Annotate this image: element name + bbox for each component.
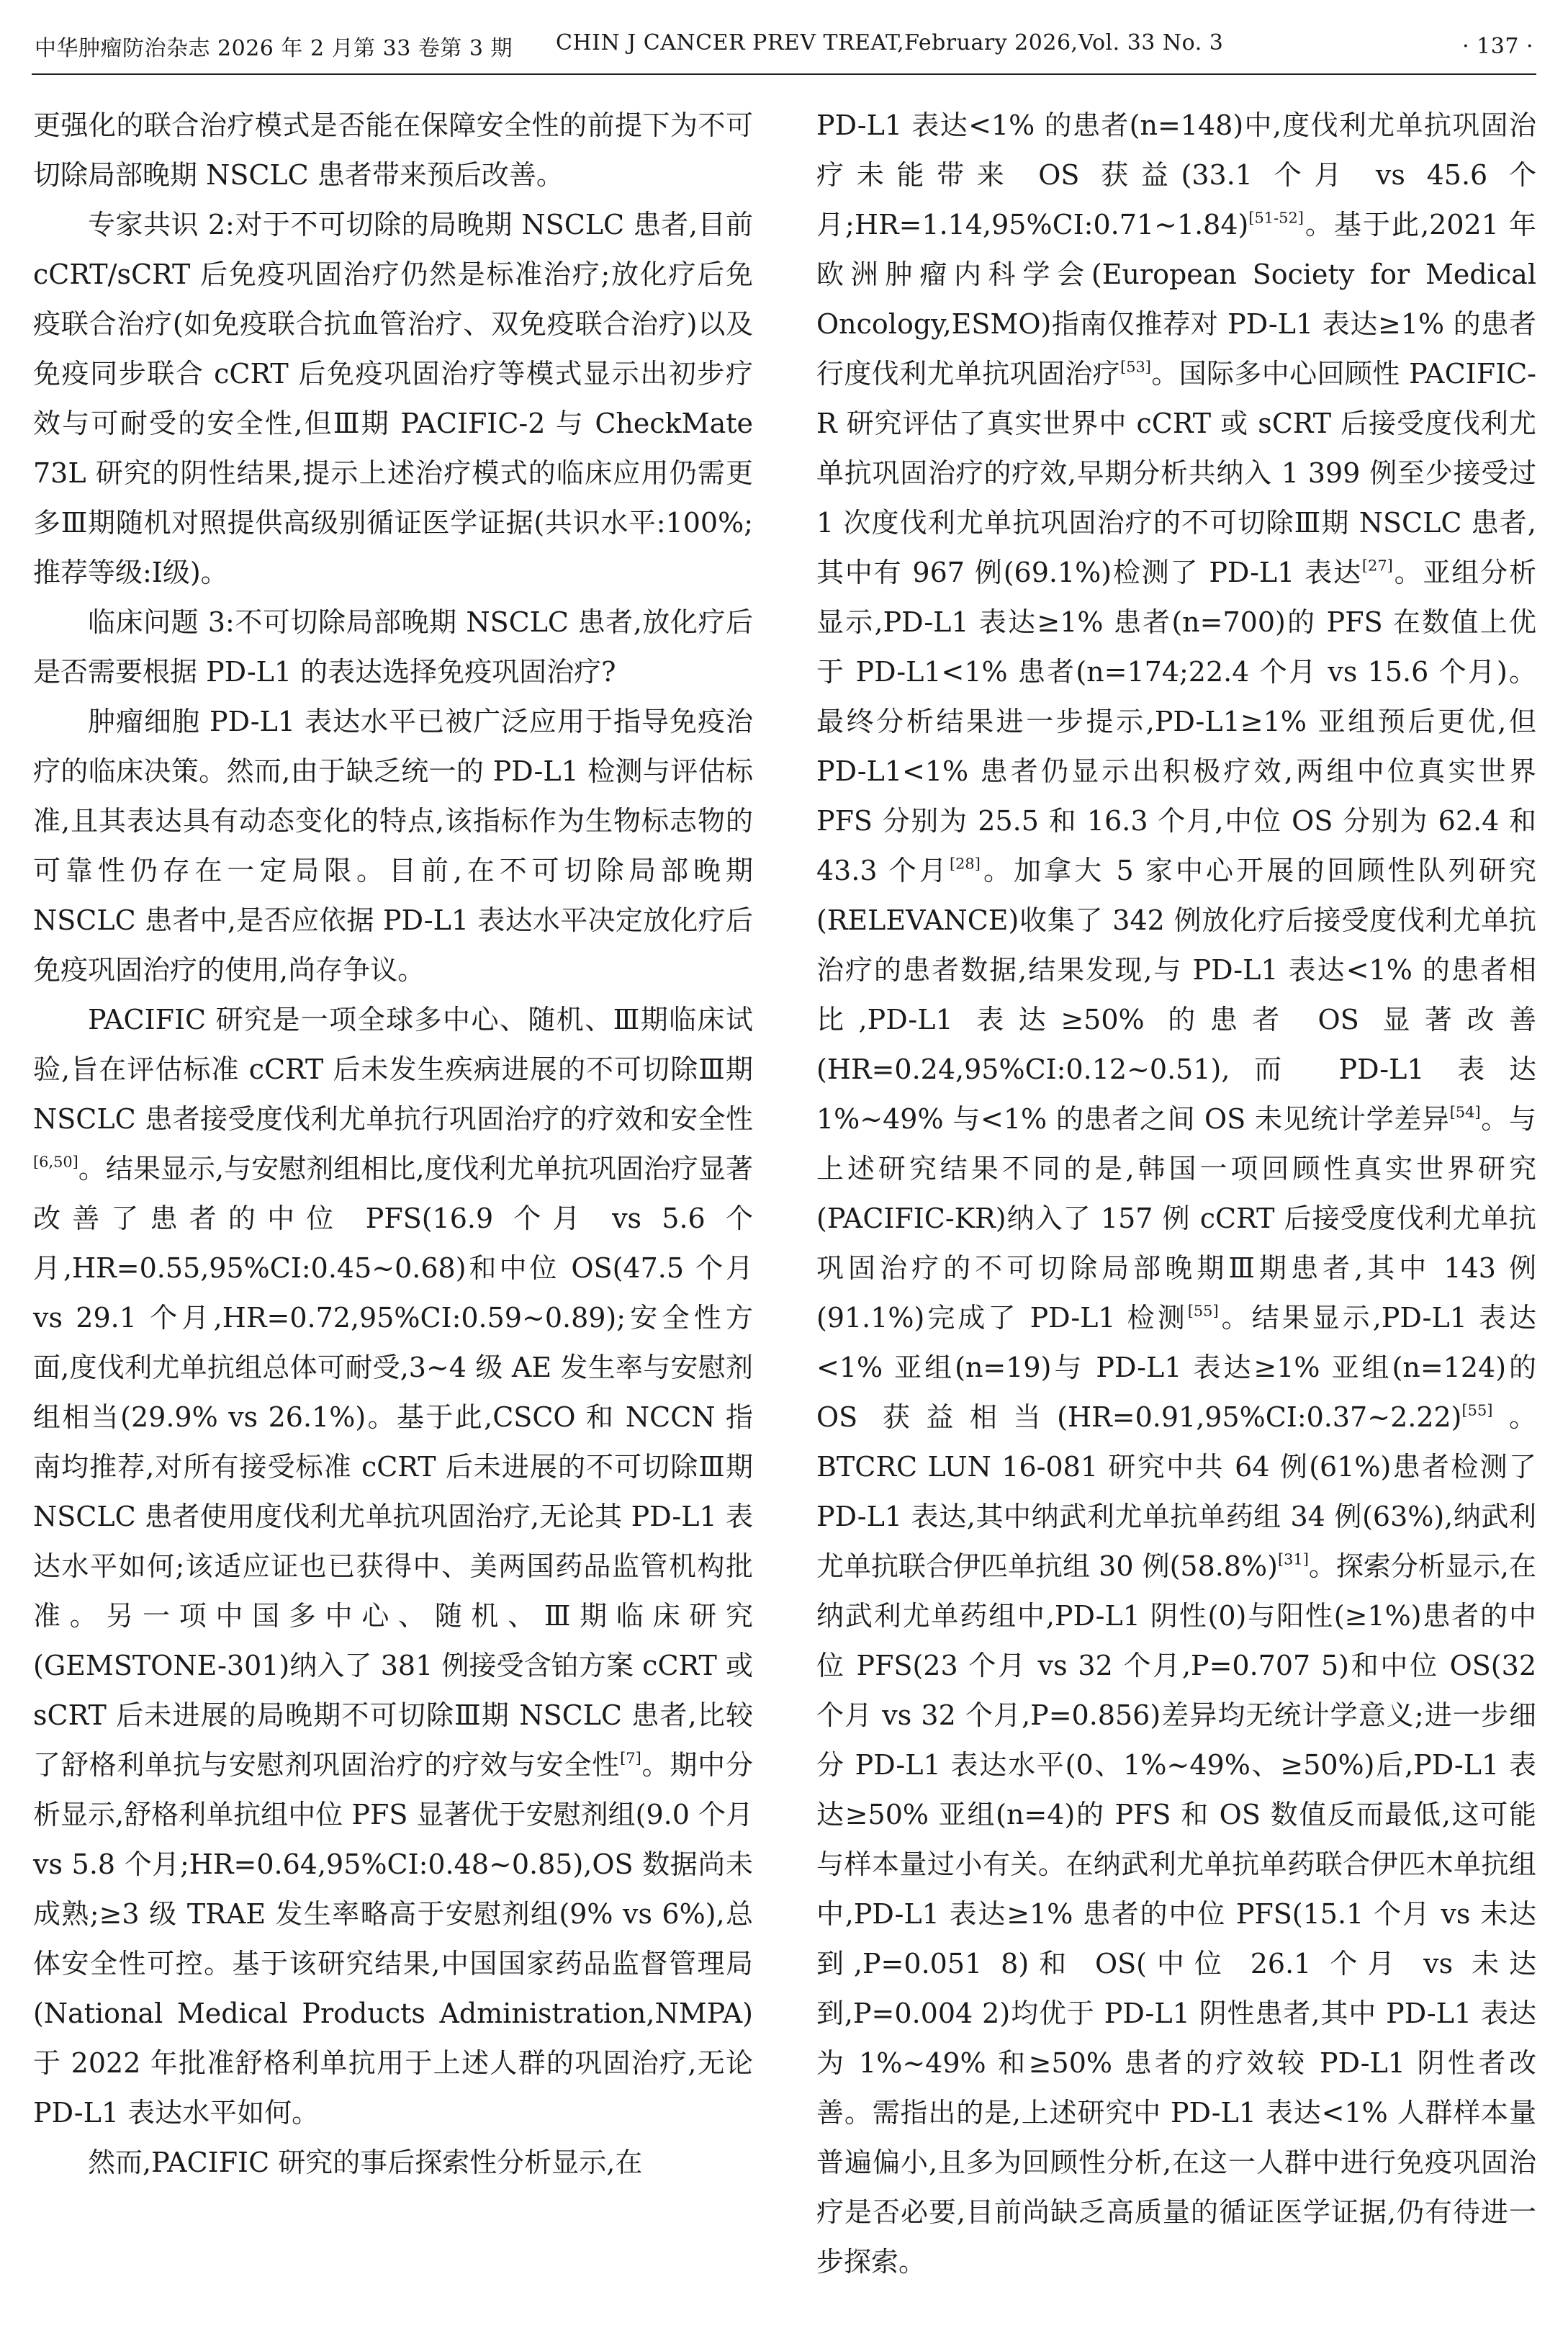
left-column	[33, 101, 753, 2188]
right-column	[816, 101, 1536, 2287]
header-divider	[32, 73, 1536, 75]
citation: [27]	[1361, 557, 1393, 575]
citation: [7]	[620, 1749, 641, 1767]
citation: [53]	[1120, 358, 1151, 376]
citation: [28]	[949, 855, 981, 873]
text-run: 。国际多中心回顾性 PACIFIC-R 研究评估了真实世界中 cCRT 或 sCRT 后接受度伐利尤单抗巩固治疗的疗效,早期分析共纳入 1 399 例至少接受过 1 次度伐利尤单抗巩固治疗的不可切除Ⅲ期 NSCLC 患者,其中有 967 例(69.1%)检测了 PD-L1 表达	[816, 358, 1536, 588]
paragraph: 更强化的联合治疗模式是否能在保障安全性的前提下为不可切除局部晚期 NSCLC 患者带来预后改善。	[33, 109, 753, 191]
running-header	[35, 27, 1533, 65]
citation: [6,50]	[33, 1153, 78, 1171]
citation: [54]	[1449, 1103, 1481, 1121]
text-run: 。探索分析显示,在纳武利尤单药组中,PD-L1 阴性(0)与阳性(≥1%)患者的中位 PFS(23 个月 vs 32 个月,P=0.707 5)和中位 OS(32 个月 vs 32 个月,P=0.856)差异均无统计学意义;进一步细分 PD-L1 表达水平(0、1%~49%、≥50%)后,PD-L1 表达≥50% 亚组(n=4)的 PFS 和 OS 数值反而最低,这可能与样本量过小有关。在纳武利尤单抗单药联合伊匹木单抗组中,PD-L1 表达≥1% 患者的中位 PFS(15.1 个月 vs 未达到,P=0.051 8)和 OS(中位 26.1 个月 vs 未达到,P=0.004 2)均优于 PD-L1 阴性患者,其中 PD-L1 表达为 1%~49% 和≥50% 患者的疗效较 PD-L1 阴性者改善。需指出的是,上述研究中 PD-L1 表达<1% 人群样本量普遍偏小,且多为回顾性分析,在这一人群中进行免疫巩固治疗是否必要,目前尚缺乏高质量的循证医学证据,仍有待进一步探索。	[816, 1550, 1536, 2278]
journal-titles	[35, 30, 1223, 62]
text-run: 。与上述研究结果不同的是,韩国一项回顾性真实世界研究(PACIFIC-KR)纳入了 157 例 cCRT 后接受度伐利尤单抗巩固治疗的不可切除局部晚期Ⅲ期患者,其中 143 例(91.1%)完成了 PD-L1 检测	[816, 1103, 1536, 1334]
journal-title-cn: 中华肿瘤防治杂志 2026 年 2 月第 33 卷第 3 期	[35, 36, 513, 61]
paragraph-clinical-question-3: 临床问题 3:不可切除局部晚期 NSCLC 患者,放化疗后是否需要根据 PD-L1 的表达选择免疫巩固治疗?	[33, 606, 753, 688]
paragraph: 然而,PACIFIC 研究的事后探索性分析显示,在	[88, 2147, 643, 2178]
text-run: 。期中分析显示,舒格利单抗组中位 PFS 显著优于安慰剂组(9.0 个月 vs 5.8 个月;HR=0.64,95%CI:0.48~0.85),OS 数据尚未成熟;≥3 级 TRAE 发生率略高于安慰剂组(9% vs 6%),总体安全性可控。基于该研究结果,中国国家药品监督管理局(National Medical Products Administration,NMPA)于 2022 年批准舒格利单抗用于上述人群的巩固治疗,无论 PD-L1 表达水平如何。	[33, 1749, 753, 2129]
text-run: 。加拿大 5 家中心开展的回顾性队列研究(RELEVANCE)收集了 342 例放化疗后接受度伐利尤单抗治疗的患者数据,结果发现,与 PD-L1 表达<1% 的患者相比,PD-L1 表达≥50% 的患者 OS 显著改善(HR=0.24,95%CI:0.12~0.51),而 PD-L1 表达 1%~49% 与<1% 的患者之间 OS 未见统计学差异	[816, 855, 1536, 1135]
citation: [51-52]	[1248, 209, 1304, 227]
page-number: · 137 ·	[1462, 33, 1533, 59]
citation: [55]	[1187, 1302, 1219, 1320]
text-run: 。亚组分析显示,PD-L1 表达≥1% 患者(n=700)的 PFS 在数值上优于 PD-L1<1% 患者(n=174;22.4 个月 vs 15.6 个月)。最终分析结果进一步提示,PD-L1≥1% 亚组预后更优,但 PD-L1<1% 患者仍显示出积极疗效,两组中位真实世界 PFS 分别为 25.5 和 16.3 个月,中位 OS 分别为 62.4 和 43.3 个月	[816, 557, 1536, 886]
journal-title-en: CHIN J CANCER PREV TREAT,February 2026,Vol. 33 No. 3	[555, 30, 1224, 55]
text-run: 。结果显示,与安慰剂组相比,度伐利尤单抗巩固治疗显著改善了患者的中位 PFS(16.9 个月 vs 5.6 个月,HR=0.55,95%CI:0.45~0.68)和中位 OS(47.5 个月 vs 29.1 个月,HR=0.72,95%CI:0.59~0.89);安全性方面,度伐利尤单抗组总体可耐受,3~4 级 AE 发生率与安慰剂组相当(29.9% vs 26.1%)。基于此,CSCO 和 NCCN 指南均推荐,对所有接受标准 cCRT 后未进展的不可切除Ⅲ期 NSCLC 患者使用度伐利尤单抗巩固治疗,无论其 PD-L1 表达水平如何;该适应证也已获得中、美两国药品监管机构批准。另一项中国多中心、随机、Ⅲ期临床研究(GEMSTONE-301)纳入了 381 例接受含铂方案 cCRT 或 sCRT 后未进展的局晚期不可切除Ⅲ期 NSCLC 患者,比较了舒格利单抗与安慰剂巩固治疗的疗效与安全性	[33, 1153, 753, 1781]
paragraph-continued	[816, 101, 1536, 2287]
text-run: 。结果显示,PD-L1 表达<1% 亚组(n=19)与 PD-L1 表达≥1% 亚组(n=124)的 OS 获益相当(HR=0.91,95%CI:0.37~2.22)	[816, 1302, 1536, 1433]
citation: [31]	[1277, 1550, 1309, 1568]
text-run: PACIFIC 研究是一项全球多中心、随机、Ⅲ期临床试验,旨在评估标准 cCRT 后未发生疾病进展的不可切除Ⅲ期 NSCLC 患者接受度伐利尤单抗行巩固治疗的疗效和安全性	[33, 1004, 753, 1135]
paragraph: 肿瘤细胞 PD-L1 表达水平已被广泛应用于指导免疫治疗的临床决策。然而,由于缺乏统一的 PD-L1 检测与评估标准,且其表达具有动态变化的特点,该指标作为生物标志物的可靠性仍存在一定局限。目前,在不可切除局部晚期 NSCLC 患者中,是否应依据 PD-L1 表达水平决定放化疗后免疫巩固治疗的使用,尚存争议。	[33, 706, 753, 986]
citation: [55]	[1461, 1401, 1493, 1419]
paragraph-consensus-2: 专家共识 2:对于不可切除的局晚期 NSCLC 患者,目前 cCRT/sCRT 后免疫巩固治疗仍然是标准治疗;放化疗后免疫联合治疗(如免疫联合抗血管治疗、双免疫联合治疗)以及免疫同步联合 cCRT 后免疫巩固治疗等模式显示出初步疗效与可耐受的安全性,但Ⅲ期 PACIFIC-2 与 CheckMate 73L 研究的阴性结果,提示上述治疗模式的临床应用仍需更多Ⅲ期随机对照提供高级别循证医学证据(共识水平:100%;推荐等级:Ⅰ级)。	[33, 209, 753, 588]
paragraph-pacific	[33, 995, 753, 2138]
text-run: 。BTCRC LUN 16-081 研究中共 64 例(61%)患者检测了 PD-L1 表达,其中纳武利尤单抗单药组 34 例(63%),纳武利尤单抗联合伊匹单抗组 30 例(58.8%)	[816, 1401, 1536, 1582]
text-run: PD-L1 表达<1% 的患者(n=148)中,度伐利尤单抗巩固治疗未能带来 OS 获益(33.1 个月 vs 45.6 个月;HR=1.14,95%CI:0.71~1.84)	[816, 109, 1536, 241]
text-run: 。基于此,2021 年欧洲肿瘤内科学会(European Society for Medical Oncology,ESMO)指南仅推荐对 PD-L1 表达≥1% 的患者行度伐利尤单抗巩固治疗	[816, 209, 1536, 390]
